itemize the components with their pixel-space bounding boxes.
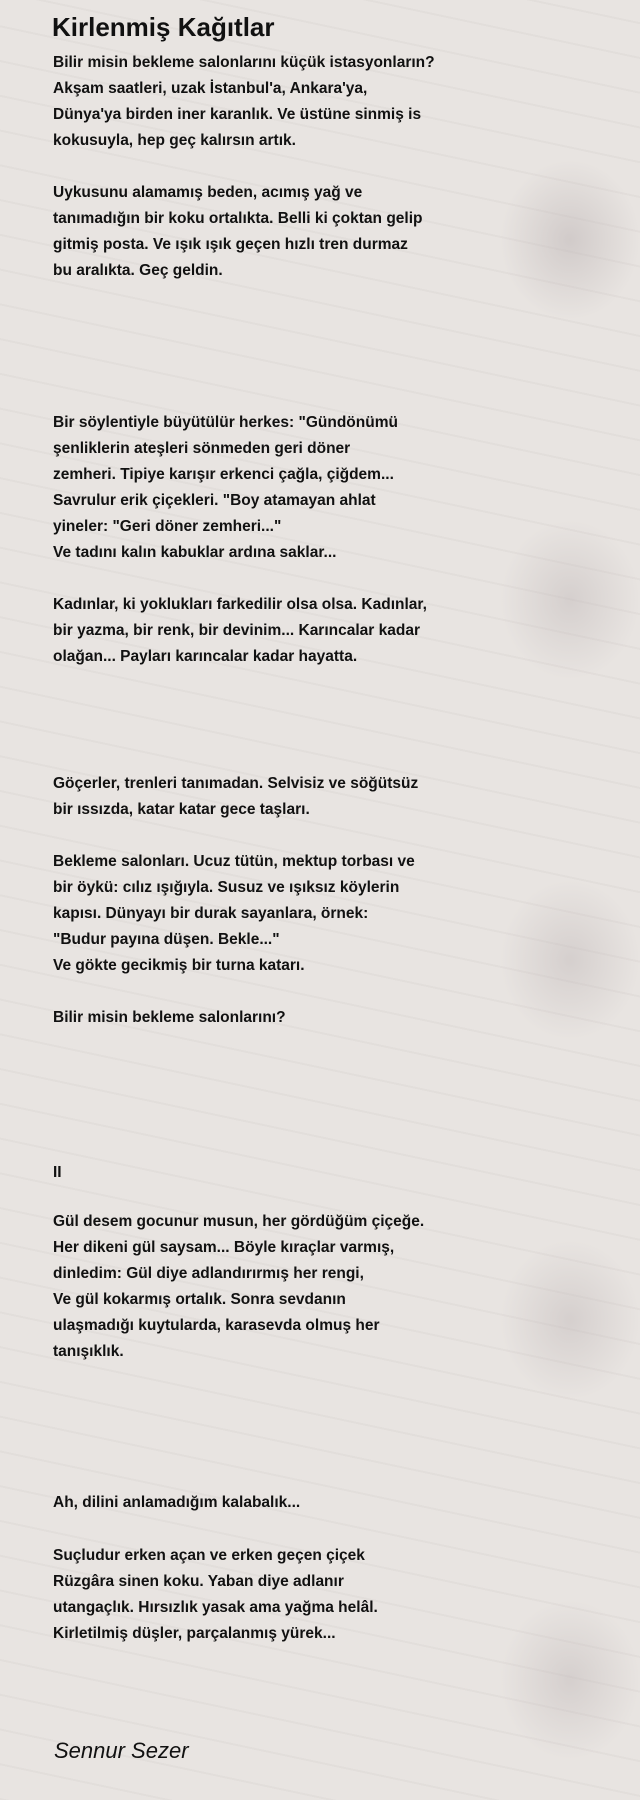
- poem-stanza: Bilir misin bekleme salonlarını?: [53, 1009, 286, 1026]
- poem-stanza: Kadınlar, ki yoklukları farkedilir olsa olsa. Kadınlar, bir yazma, bir renk, bir devinim... Karıncalar kadar olağan... Payları karıncalar kadar hayatta.: [53, 596, 427, 665]
- poem-stanza: Bilir misin bekleme salonlarını küçük istasyonların? Akşam saatleri, uzak İstanbul'a, Ankara'ya, Dünya'ya birden iner karanlık. Ve üstüne sinmiş is kokusuyla, hep geç kalırsın artık.: [53, 54, 435, 149]
- poem-author: Sennur Sezer: [54, 1738, 189, 1763]
- poem-title: Kirlenmiş Kağıtlar: [52, 12, 275, 42]
- poem-stanza: Gül desem gocunur musun, her gördüğüm çiçeğe. Her dikeni gül saysam... Böyle kıraçlar varmış, dinledim: Gül diye adlandırırmış her rengi, Ve gül kokarmış ortalık. Sonra sevdanın ulaşmadığı kuytularda, karasevda olmuş her tanışıklık.: [53, 1213, 425, 1360]
- section-number: II: [53, 1164, 62, 1181]
- poem-stanza: Uykusunu alamamış beden, acımış yağ ve tanımadığın bir koku ortalıkta. Belli ki çoktan gelip gitmiş posta. Ve ışık ışık geçen hızlı tren durmaz bu aralıkta. Geç geldin.: [53, 184, 423, 279]
- poem-stanza: Suçludur erken açan ve erken geçen çiçek Rüzgâra sinen koku. Yaban diye adlanır utangaçlık. Hırsızlık yasak ama yağma helâl. Kirletilmiş düşler, parçalanmış yürek...: [53, 1547, 378, 1642]
- poem-stanza: Göçerler, trenleri tanımadan. Selvisiz ve söğütsüz bir ıssızda, katar katar gece taşları.: [53, 775, 419, 818]
- poem-stanza: Bekleme salonları. Ucuz tütün, mektup torbası ve bir öykü: cılız ışığıyla. Susuz ve ışıksız köylerin kapısı. Dünyayı bir durak sayanlara, örnek: "Budur payına düşen. Bekle..." Ve gökte gecikmiş bir turna katarı.: [53, 853, 415, 974]
- poem-stanza: Ah, dilini anlamadığım kalabalık...: [53, 1494, 301, 1511]
- poem-stanza: Bir söylentiyle büyütülür herkes: "Gündönümü şenliklerin ateşleri sönmeden geri döner zemheri. Tipiye karışır erkenci çağla, çiğdem... Savrulur erik çiçekleri. "Boy atamayan ahlat yineler: "Geri döner zemheri..." Ve tadını kalın kabuklar ardına saklar...: [53, 414, 398, 561]
